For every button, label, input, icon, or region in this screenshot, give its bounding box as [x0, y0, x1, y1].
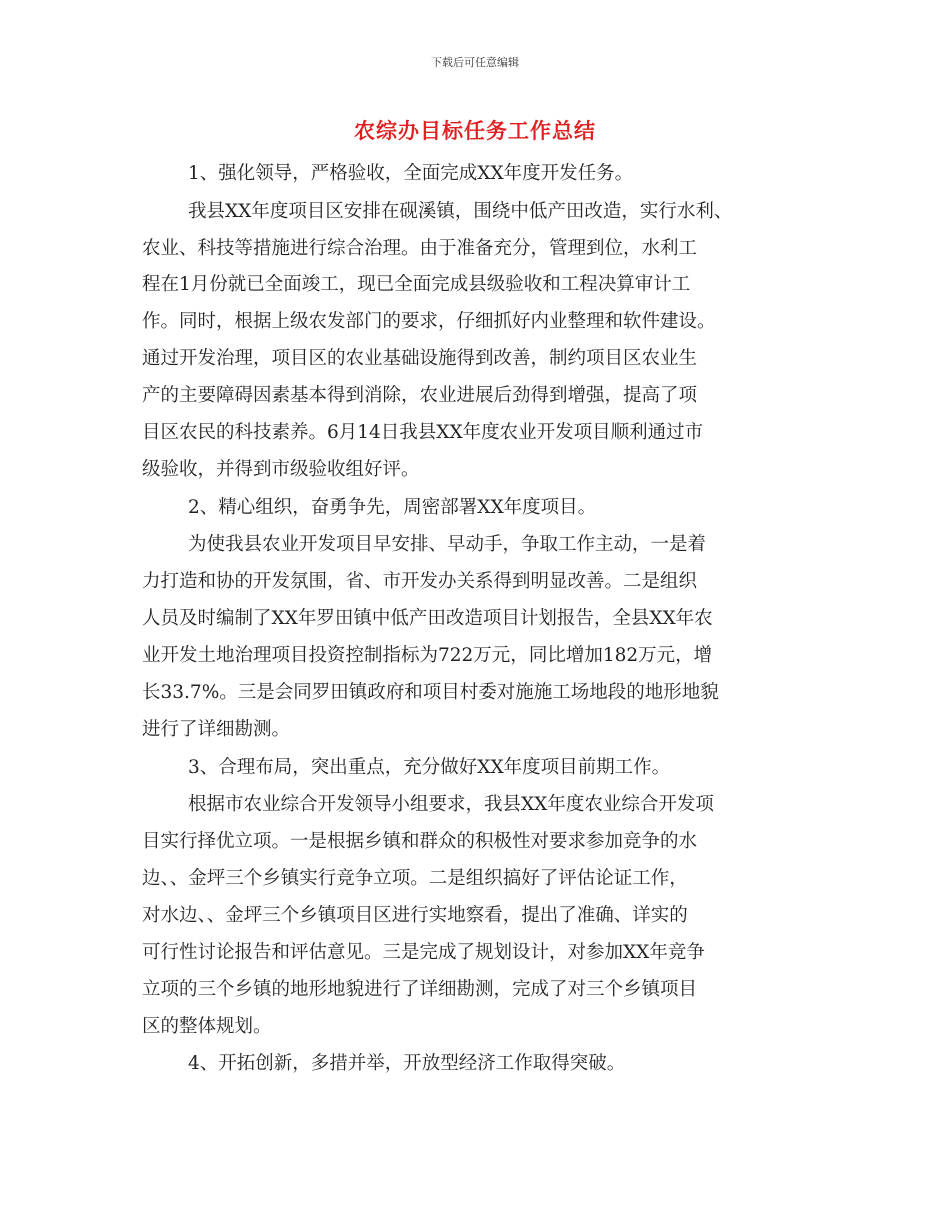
paragraph-line: 进行了详细勘测。	[142, 719, 291, 740]
paragraph-line: 力打造和协的开发氛围，省、市开发办关系得到明显改善。二是组织	[142, 571, 698, 592]
paragraph-line: 目区农民的科技素养。6月14日我县XX年度农业开发项目顺利通过市	[142, 422, 704, 443]
paragraph-line: 对水边、、金坪三个乡镇项目区进行实地察看，提出了准确、详实的	[142, 905, 688, 926]
paragraph-line: 区的整体规划。	[142, 1016, 272, 1037]
paragraph-line: 立项的三个乡镇的地形地貌进行了详细勘测，完成了对三个乡镇项目	[142, 979, 698, 1000]
paragraph-line: 为使我县农业开发项目早安排、早动手，争取工作主动，一是着	[188, 534, 707, 555]
paragraph-line: 长33.7%。三是会同罗田镇政府和项目村委对施施工场地段的地形地貌	[142, 682, 719, 703]
header-note: 下载后可任意编辑	[431, 56, 519, 69]
document-title: 农综办目标任务工作总结	[354, 118, 596, 143]
heading-3: 3、合理布局，突出重点，充分做好XX年度项目前期工作。	[188, 757, 671, 778]
paragraph-line: 根据市农业综合开发领导小组要求，我县XX年度农业综合开发项	[188, 794, 714, 815]
heading-2: 2、精心组织，奋勇争先，周密部署XX年度项目。	[188, 497, 597, 518]
heading-4: 4、开拓创新，多措并举，开放型经济工作取得突破。	[188, 1053, 626, 1074]
paragraph-line: 农业、科技等措施进行综合治理。由于准备充分，管理到位，水利工	[142, 238, 698, 259]
paragraph-line: 我县XX年度项目区安排在砚溪镇，围绕中低产田改造，实行水利、	[188, 201, 733, 222]
paragraph-line: 业开发土地治理项目投资控制指标为722万元，同比增加182万元，增	[142, 645, 713, 666]
paragraph-line: 通过开发治理，项目区的农业基础设施得到改善，制约项目区农业生	[142, 348, 698, 369]
paragraph-line: 作。同时，根据上级农发部门的要求，仔细抓好内业整理和软件建设。	[142, 311, 716, 332]
heading-1: 1、强化领导，严格验收，全面完成XX年度开发任务。	[188, 163, 634, 184]
paragraph-line: 可行性讨论报告和评估意见。三是完成了规划设计，对参加XX年竞争	[142, 942, 705, 963]
paragraph-line: 目实行择优立项。一是根据乡镇和群众的积极性对要求参加竞争的水	[142, 831, 698, 852]
paragraph-line: 人员及时编制了XX年罗田镇中低产田改造项目计划报告，全县XX年农	[142, 608, 713, 629]
paragraph-line: 边、、金坪三个乡镇实行竞争立项。二是组织搞好了评估论证工作，	[142, 868, 688, 889]
paragraph-line: 程在1月份就已全面竣工，现已全面完成县级验收和工程决算审计工	[142, 274, 691, 295]
paragraph-line: 级验收，并得到市级验收组好评。	[142, 459, 420, 480]
paragraph-line: 产的主要障碍因素基本得到消除，农业进展后劲得到增强，提高了项	[142, 385, 698, 406]
